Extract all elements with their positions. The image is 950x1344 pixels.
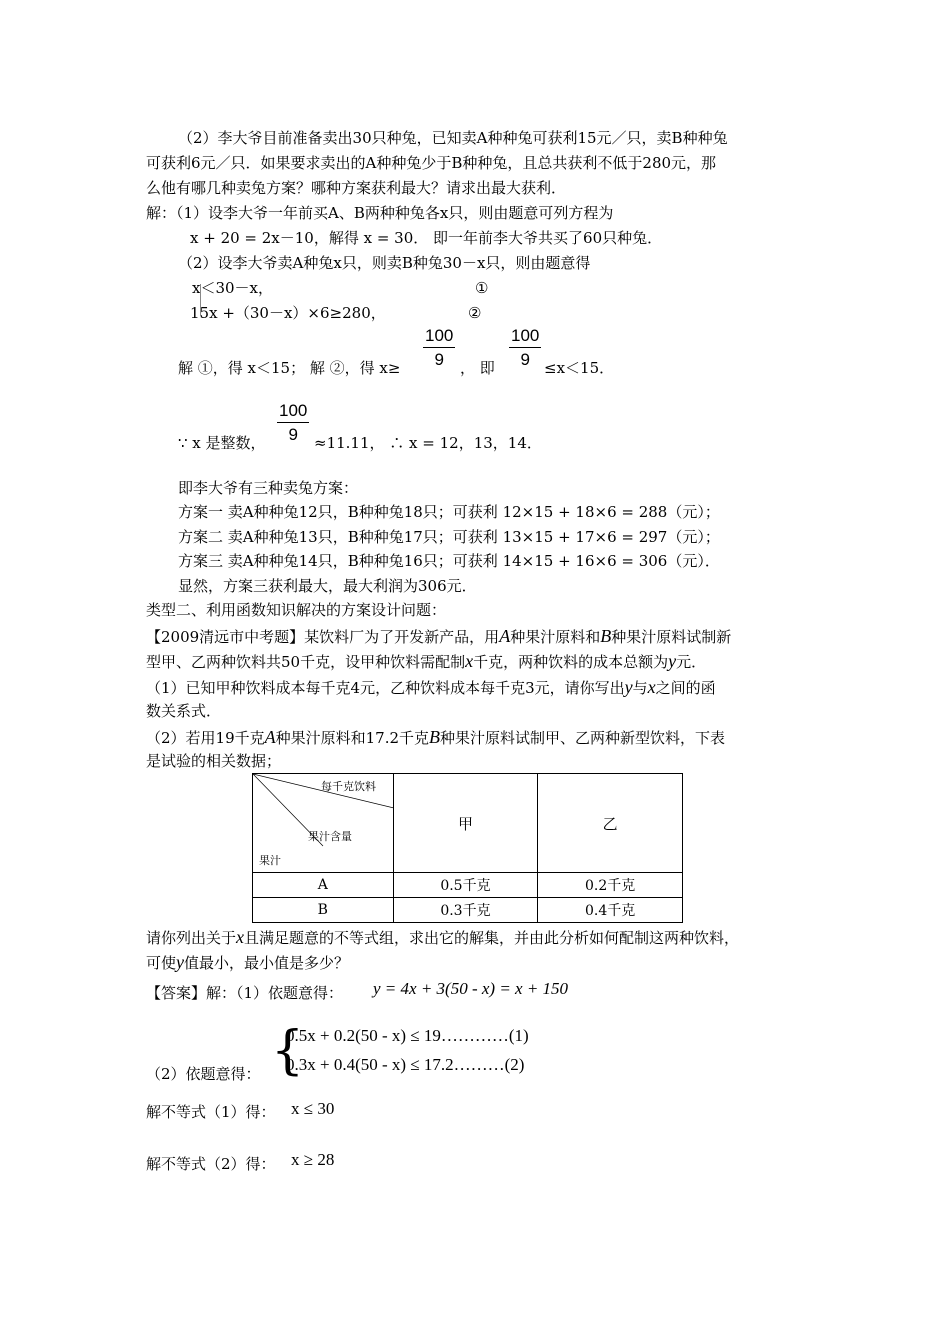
table-row bbox=[253, 873, 683, 898]
system-inequality-2: 0.3x + 0.4(50 - x) ≤ 17.2………(2) bbox=[286, 1055, 525, 1074]
column-jia: 甲 bbox=[393, 774, 538, 873]
inequality-1: x＜30－x， bbox=[192, 279, 274, 297]
part2-label: （2）依题意得： bbox=[146, 1065, 261, 1083]
solve-2-value: x ≥ 28 bbox=[291, 1150, 335, 1169]
cell-yi: 0.2千克 bbox=[538, 873, 683, 898]
header-per-kg: 每千克饮料 bbox=[321, 780, 376, 793]
solution-line-3: （2）设李大爷卖A种兔x只，则卖B种兔30－x只，则由题意得 bbox=[178, 254, 591, 272]
header-juice-content: 果汁含量 bbox=[308, 830, 352, 843]
subquestion-1: （1）已知甲种饮料成本每千克4元，乙种饮料成本每千克3元，请你写出y与x之间的函 bbox=[146, 677, 716, 697]
plan-3: 方案三 卖A种种兔14只，B种种兔16只；可获利 14×15 + 16×6 = 306（元）． bbox=[178, 552, 720, 570]
cell-yi: 0.4千克 bbox=[538, 898, 683, 923]
solve-text-b: ， 即 bbox=[460, 359, 495, 377]
subquestion-2-line-2: 是试验的相关数据； bbox=[146, 752, 282, 770]
question-line-2: 型甲、乙两种饮料共50千克，设甲种饮料需配制x千克，两种饮料的成本总额为y元． bbox=[146, 651, 707, 671]
var-B: B bbox=[600, 626, 612, 646]
fraction-numerator: 100 bbox=[509, 326, 541, 348]
solve-text-c: ≤x＜15． bbox=[544, 359, 615, 377]
after-line-2: 可使y值最小，最小值是多少？ bbox=[146, 952, 350, 972]
problem-line-1: （2）李大爷目前准备卖出30只种兔，已知卖A种种兔可获利15元／只，卖B种种兔 bbox=[178, 129, 728, 147]
var-x: x bbox=[647, 677, 656, 697]
cell-jia: 0.5千克 bbox=[393, 873, 538, 898]
var-x: x bbox=[465, 651, 474, 671]
solution-line-1: 解：（1）设李大爷一年前买A、B两种种兔各x只，则由题意可列方程为 bbox=[146, 204, 614, 222]
data-table bbox=[252, 773, 683, 923]
fraction-denominator: 9 bbox=[520, 350, 530, 369]
fraction-100-9 bbox=[509, 326, 541, 370]
inequality-2-number: ② bbox=[468, 304, 482, 322]
answer-equation: y = 4x + 3(50 - x) = x + 150 bbox=[373, 979, 569, 998]
var-B: B bbox=[429, 727, 441, 747]
answer-label: 【答案】解：（1）依题意得： bbox=[146, 984, 344, 1002]
subquestion-2: （2）若用19千克A种果汁原料和17.2千克B种果汁原料试制甲、乙两种新型饮料，下表 bbox=[146, 727, 726, 747]
fraction-numerator: 100 bbox=[423, 326, 455, 348]
after-line-1: 请你列出关于x且满足题意的不等式组，求出它的解集，并由此分析如何配制这两种饮料， bbox=[146, 927, 740, 947]
fraction-denominator: 9 bbox=[434, 350, 444, 369]
var-A: A bbox=[499, 626, 511, 646]
solve-text-a: 解 ①，得 x＜15； 解 ②，得 x≥ bbox=[178, 359, 401, 377]
var-x: x bbox=[236, 927, 245, 947]
table-row bbox=[253, 898, 683, 923]
integer-text-b: ≈11.11， ∴ x = 12，13，14． bbox=[314, 434, 542, 452]
row-name: B bbox=[253, 898, 394, 923]
integer-text-a: ∵ x 是整数， bbox=[178, 434, 266, 452]
fraction-100-9 bbox=[423, 326, 455, 370]
var-y: y bbox=[176, 952, 185, 972]
var-y: y bbox=[668, 651, 677, 671]
problem-line-2: 可获利6元／只．如果要求卖出的A种种兔少于B种种兔，且总共获利不低于280元，那 bbox=[146, 154, 717, 172]
plan-2: 方案二 卖A种种兔13只，B种种兔17只；可获利 13×15 + 17×6 = 297（元）； bbox=[178, 528, 720, 546]
table-header-row bbox=[253, 774, 683, 873]
plans-intro: 即李大爷有三种卖兔方案： bbox=[178, 479, 359, 497]
inequality-1-number: ① bbox=[475, 279, 489, 297]
fraction-100-9 bbox=[277, 401, 309, 445]
row-name: A bbox=[253, 873, 394, 898]
type2-heading: 类型二、利用函数知识解决的方案设计问题： bbox=[146, 601, 447, 619]
problem-line-3: 么他有哪几种卖兔方案？哪种方案获利最大？请求出最大获利． bbox=[146, 179, 567, 197]
cell-jia: 0.3千克 bbox=[393, 898, 538, 923]
system-brace-small bbox=[200, 284, 209, 316]
fraction-denominator: 9 bbox=[288, 425, 298, 444]
column-yi: 乙 bbox=[538, 774, 683, 873]
system-brace: { bbox=[271, 1021, 305, 1081]
question-line-1: 【2009清远市中考题】某饮料厂为了开发新产品，用A种果汁原料和B种果汁原料试制新 bbox=[146, 626, 732, 646]
var-y: y bbox=[624, 677, 633, 697]
system-inequality-1: 0.5x + 0.2(50 - x) ≤ 19…………(1) bbox=[286, 1026, 529, 1045]
solve-2-label: 解不等式（2）得： bbox=[146, 1155, 276, 1173]
diagonal-header-cell bbox=[253, 774, 394, 873]
inequality-2: 15x +（30－x）×6≥280， bbox=[190, 304, 386, 322]
solution-line-2: x + 20 = 2x－10，解得 x = 30． 即一年前李大爷共买了60只种兔． bbox=[190, 229, 663, 247]
fraction-numerator: 100 bbox=[277, 401, 309, 423]
solve-1-label: 解不等式（1）得： bbox=[146, 1103, 276, 1121]
plan-1: 方案一 卖A种种兔12只，B种种兔18只；可获利 12×15 + 18×6 = 288（元）； bbox=[178, 503, 720, 521]
header-juice: 果汁 bbox=[259, 854, 281, 867]
var-A: A bbox=[264, 727, 276, 747]
subquestion-1-line-2: 数关系式． bbox=[146, 702, 222, 720]
solve-1-value: x ≤ 30 bbox=[291, 1099, 335, 1118]
conclusion: 显然，方案三获利最大，最大利润为306元． bbox=[178, 577, 477, 595]
